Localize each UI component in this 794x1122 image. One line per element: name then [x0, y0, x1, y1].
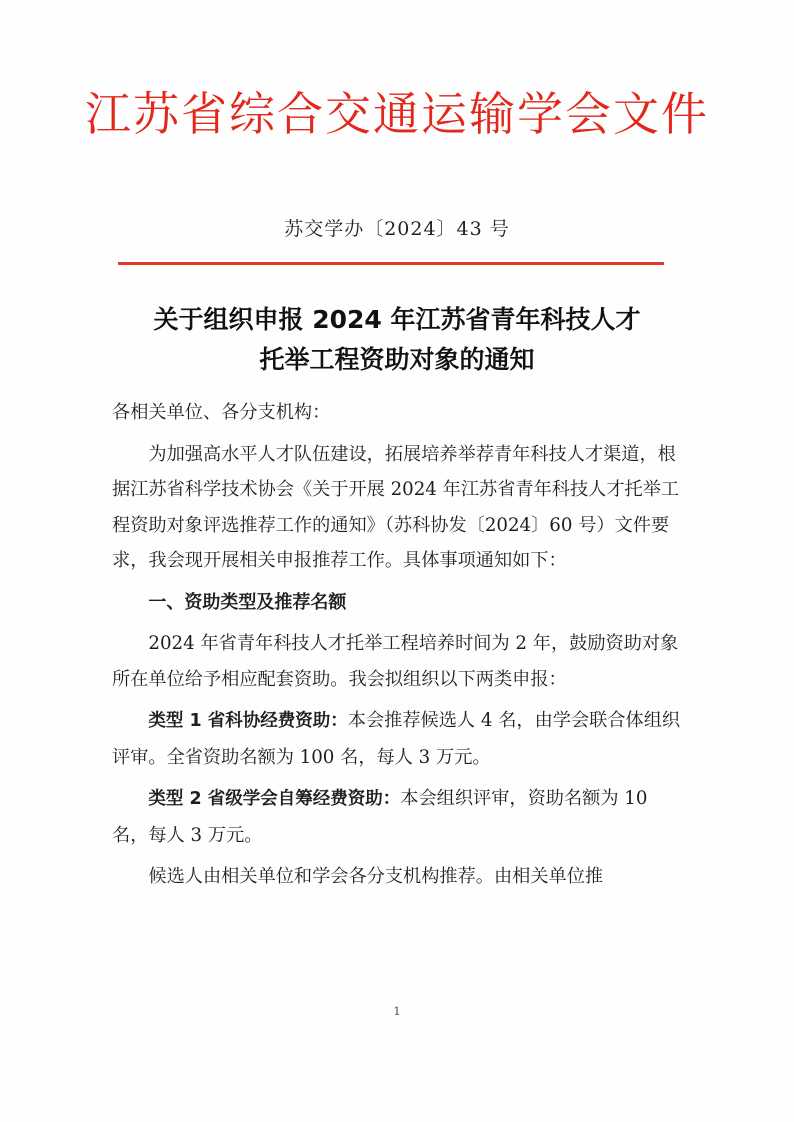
notice-title	[0, 300, 794, 380]
last-paragraph: 候选人由相关单位和学会各分支机构推荐。由相关单位推	[148, 866, 604, 887]
notice-title-line1: 关于组织申报 2024 年江苏省青年科技人才	[153, 305, 641, 334]
type2-text: 本会组织评审，资助名额为 10 名，每人 3 万元。	[112, 788, 648, 846]
intro-paragraph: 为加强高水平人才队伍建设，拓展培养举荐青年科技人才渠道，根据江苏省科学技术协会《关于开展 2024 年江苏省青年科技人才托举工程资助对象评选推荐工作的通知》（苏科协发〔2024〕60 号）文件要求，我会现开展相关申报推荐工作。具体事项通知如下：	[112, 443, 680, 571]
section1-paragraph: 2024 年省青年科技人才托举工程培养时间为 2 年，鼓励资助对象所在单位给予相应配套资助。我会拟组织以下两类申报：	[112, 633, 679, 690]
type2-label: 类型 2 省级学会自筹经费资助：	[148, 789, 401, 809]
document-number: 苏交学办〔2024〕43 号	[284, 218, 510, 240]
notice-title-line2: 托举工程资助对象的通知	[259, 345, 535, 374]
type1-text: 本会推荐候选人 4 名，由学会联合体组织评审。全省资助名额为 100 名，每人 3 万元。	[112, 710, 681, 768]
type2-paragraph	[112, 781, 687, 853]
document-body	[112, 395, 687, 895]
red-separator-line	[118, 262, 664, 265]
page-number: 1	[393, 1005, 401, 1018]
type1-label: 类型 1 省科协经费资助：	[148, 711, 348, 731]
org-header-title: 江苏省综合交通运输学会文件	[85, 87, 709, 141]
salutation: 各相关单位、各分支机构：	[112, 402, 331, 423]
section1-heading-text: 一、资助类型及推荐名额	[148, 591, 347, 613]
section1-heading	[112, 585, 687, 621]
type1-paragraph	[112, 703, 687, 775]
